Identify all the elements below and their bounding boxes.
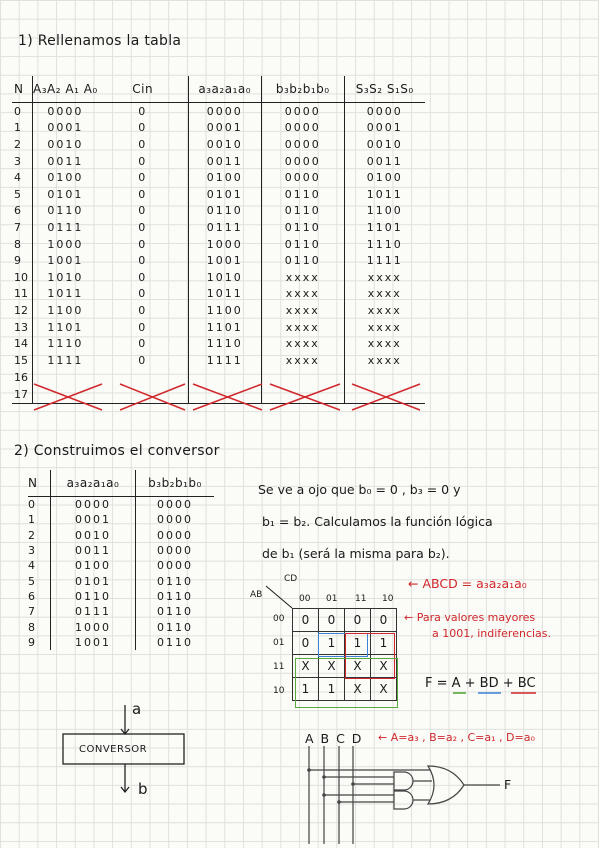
kmap-col-header: 01 [326, 594, 338, 604]
table-cell: 0011 [188, 153, 261, 170]
section1-title: 1) Rellenamos la tabla [18, 33, 182, 49]
table-cell: 9 [28, 635, 35, 649]
table-cell: 1110 [33, 335, 98, 352]
table-cell: xxxx [344, 286, 425, 303]
table-cell: 0100 [51, 558, 136, 573]
converter-input-label: a [132, 700, 142, 718]
table-cell: 0110 [51, 589, 136, 604]
table-cell: xxxx [344, 269, 425, 286]
table-cell: 1100 [344, 203, 425, 220]
table-cell: 0 [138, 337, 148, 351]
note-line-3: de b₁ (será la misma para b₂). [262, 546, 450, 561]
row-number: 16 [14, 370, 28, 384]
table-cell: 1000 [188, 236, 261, 253]
table-cell: 0000 [136, 512, 215, 527]
table-cell: 1001 [188, 252, 261, 269]
table-cell: 1010 [188, 269, 261, 286]
table-cell: 0110 [261, 236, 344, 253]
table-cell: 0110 [261, 252, 344, 269]
table-cell: 0000 [136, 497, 215, 513]
table1-crosses [34, 384, 420, 410]
kmap-abcd-annotation: ← ABCD = a₃a₂a₁a₀ [408, 576, 527, 591]
table-cell: 0 [138, 237, 148, 251]
kmap-row-header: 01 [273, 638, 285, 648]
table-cell: 0110 [136, 573, 215, 588]
table-cell: 0000 [261, 103, 344, 120]
table-cell: 0010 [188, 136, 261, 153]
table-cell: 1111 [188, 352, 261, 369]
kmap-row-header: 00 [273, 614, 285, 624]
table-cell: 9 [14, 254, 21, 268]
kmap-dontcare-annotation-1: ← Para valores mayores [404, 611, 536, 624]
table-cell: 0000 [136, 528, 215, 543]
converter-output-label: b [138, 780, 148, 798]
col-header-b: b₃b₂b₁b₀ [261, 76, 344, 103]
circuit-mapping: ← A=a₃ , B=a₂ , C=a₁ , D=a₀ [378, 731, 535, 744]
table-cell: 0000 [261, 136, 344, 153]
table-cell: xxxx [344, 335, 425, 352]
kmap-cell: X [293, 655, 319, 678]
table-cell: 1011 [33, 286, 98, 303]
table-cell: xxxx [261, 286, 344, 303]
table-cell: 0 [138, 353, 148, 367]
col-header-n: N [28, 470, 51, 497]
table-cell: 10 [14, 270, 28, 284]
table-cell: 0110 [261, 219, 344, 236]
table-cell: 2 [14, 137, 21, 151]
kmap-ab-label: AB [250, 590, 263, 600]
table-cell: 0000 [261, 169, 344, 186]
table-cell: 4 [28, 559, 35, 573]
table-cell: 0 [28, 498, 35, 512]
table-cell: 1111 [344, 252, 425, 269]
table-cell: xxxx [261, 319, 344, 336]
kmap-col-header: 10 [382, 594, 394, 604]
col-header-a-lower: a₃a₂a₁a₀ [188, 76, 261, 103]
table-cell: 0000 [188, 103, 261, 120]
table-cell: 0 [138, 121, 148, 135]
table-cell: xxxx [261, 302, 344, 319]
table-cell: 1000 [33, 236, 98, 253]
table-cell: 3 [28, 544, 35, 558]
kmap-cell: X [319, 655, 345, 678]
table-cell: 0000 [51, 497, 136, 513]
table-cell: 0001 [51, 512, 136, 527]
table-cell: 0000 [136, 558, 215, 573]
table-cell: 1101 [33, 319, 98, 336]
kmap-cell: X [345, 678, 371, 701]
kmap-cell: 1 [319, 632, 345, 655]
table-cell: 1101 [344, 219, 425, 236]
table-cell: xxxx [261, 269, 344, 286]
table-cell: 1100 [33, 302, 98, 319]
table-cell: 1101 [188, 319, 261, 336]
table-cell: 0 [138, 154, 148, 168]
table-cell: 0110 [136, 604, 215, 619]
table-cell: 0000 [33, 103, 98, 120]
table-cell: 1 [14, 121, 21, 135]
table-cell: 0110 [33, 203, 98, 220]
table-cell: 0011 [344, 153, 425, 170]
kmap-cell: 0 [293, 632, 319, 655]
table-cell: 0001 [188, 120, 261, 137]
table-cell: 0110 [136, 589, 215, 604]
table-cell: 0000 [261, 120, 344, 137]
table-cell: 0000 [344, 103, 425, 120]
note-line-2: b₁ = b₂. Calculamos la función lógica [262, 514, 493, 529]
table-cell: 0001 [33, 120, 98, 137]
table-cell: 1011 [344, 186, 425, 203]
kmap-row-header: 10 [273, 686, 285, 696]
table-cell: 0010 [33, 136, 98, 153]
kmap-row-header: 11 [273, 662, 285, 672]
kmap-cell: 0 [345, 609, 371, 632]
table-cell: 5 [28, 574, 35, 588]
note-line-1: Se ve a ojo que b₀ = 0 , b₃ = 0 y [258, 482, 461, 497]
table-cell: 1110 [344, 236, 425, 253]
table-cell: 0000 [136, 543, 215, 558]
table-cell: 0011 [33, 153, 98, 170]
table-cell: 0 [138, 320, 148, 334]
kmap-diagonal [266, 586, 292, 608]
section2-title: 2) Construimos el conversor [14, 443, 220, 459]
converter-block-label: CONVERSOR [79, 744, 148, 755]
table-cell: 1001 [51, 635, 136, 650]
table-cell: 0001 [344, 120, 425, 137]
col-header-a-lower: a₃a₂a₁a₀ [51, 470, 136, 497]
converter-block [63, 705, 184, 792]
col-header-n: N [12, 76, 33, 103]
table-cell: 0 [138, 171, 148, 185]
table-cell: xxxx [344, 302, 425, 319]
kmap-cell: 1 [293, 678, 319, 701]
table-cell: xxxx [344, 319, 425, 336]
table-cell: 1001 [33, 252, 98, 269]
kmap-cell: 0 [319, 609, 345, 632]
table-cell: 15 [14, 353, 28, 367]
circuit-output: F [504, 777, 512, 792]
table-cell: xxxx [261, 352, 344, 369]
table-cell: 0 [14, 104, 21, 118]
table-cell: xxxx [344, 352, 425, 369]
table-cell: 7 [28, 605, 35, 619]
table-cell: 0100 [188, 169, 261, 186]
table-cell: 0 [138, 254, 148, 268]
kmap-cell: 1 [319, 678, 345, 701]
table-cell: 1 [28, 513, 35, 527]
kmap-cell: 0 [371, 609, 397, 632]
table-cell: 0110 [136, 619, 215, 634]
table-cell: 5 [14, 187, 21, 201]
table-cell: 0 [138, 104, 148, 118]
table-cell: 4 [14, 171, 21, 185]
table-cell: 3 [14, 154, 21, 168]
table-cell: 13 [14, 320, 28, 334]
table-cell: 0110 [261, 186, 344, 203]
table-cell: 8 [14, 237, 21, 251]
row-number: 17 [12, 386, 33, 404]
table-cell: 6 [14, 204, 21, 218]
table-cell: 0101 [51, 573, 136, 588]
table-cell: xxxx [261, 335, 344, 352]
table-cell: 6 [28, 589, 35, 603]
table-cell: 11 [14, 287, 28, 301]
table-cell: 2 [28, 528, 35, 542]
table-cell: 0 [138, 303, 148, 317]
table-cell: 1011 [188, 286, 261, 303]
table-cell: 1110 [188, 335, 261, 352]
logic-circuit [309, 746, 500, 844]
table-cell: 0110 [188, 203, 261, 220]
table-cell: 0110 [136, 635, 215, 650]
table-cell: 0 [138, 204, 148, 218]
table-cell: 0 [138, 220, 148, 234]
table-cell: 8 [28, 620, 35, 634]
kmap-col-header: 00 [299, 594, 311, 604]
table-cell: 1010 [33, 269, 98, 286]
col-header-b: b₃b₂b₁b₀ [136, 470, 215, 497]
table-cell: 0 [138, 187, 148, 201]
kmap-cell: 0 [293, 609, 319, 632]
table-cell: 1100 [188, 302, 261, 319]
table-cell: 0 [138, 137, 148, 151]
table-cell: 0100 [33, 169, 98, 186]
table-cell: 0000 [261, 153, 344, 170]
kmap-cell: 1 [345, 632, 371, 655]
table-cell: 1000 [51, 619, 136, 634]
kmap-cell: X [371, 655, 397, 678]
kmap-cell: X [345, 655, 371, 678]
table-cell: 0111 [188, 219, 261, 236]
kmap-dontcare-annotation-2: a 1001, indiferencias. [432, 627, 552, 640]
kmap-col-header: 11 [355, 594, 367, 604]
circuit-inputs: A B C D [305, 731, 363, 746]
col-header-cin: Cin [98, 76, 189, 103]
table-cell: 0011 [51, 543, 136, 558]
table-cell: 0111 [51, 604, 136, 619]
boolean-equation: F = A + BD + BC [425, 676, 536, 691]
col-header-a: A₃A₂ A₁ A₀ [33, 76, 98, 103]
table-cell: 0110 [261, 203, 344, 220]
kmap-cd-label: CD [284, 574, 298, 584]
table-cell: 0010 [51, 528, 136, 543]
table-cell: 7 [14, 220, 21, 234]
table-cell: 14 [14, 337, 28, 351]
table-cell: 0100 [344, 169, 425, 186]
table-cell: 0101 [188, 186, 261, 203]
col-header-s: S₃S₂ S₁S₀ [344, 76, 425, 103]
table-cell: 1111 [33, 352, 98, 369]
table-cell: 0 [138, 287, 148, 301]
table-cell: 0010 [344, 136, 425, 153]
table-cell: 0 [138, 270, 148, 284]
table-cell: 0101 [33, 186, 98, 203]
table-cell: 0111 [33, 219, 98, 236]
kmap-cell: X [371, 678, 397, 701]
table-cell: 12 [14, 303, 28, 317]
kmap-cell: 1 [371, 632, 397, 655]
